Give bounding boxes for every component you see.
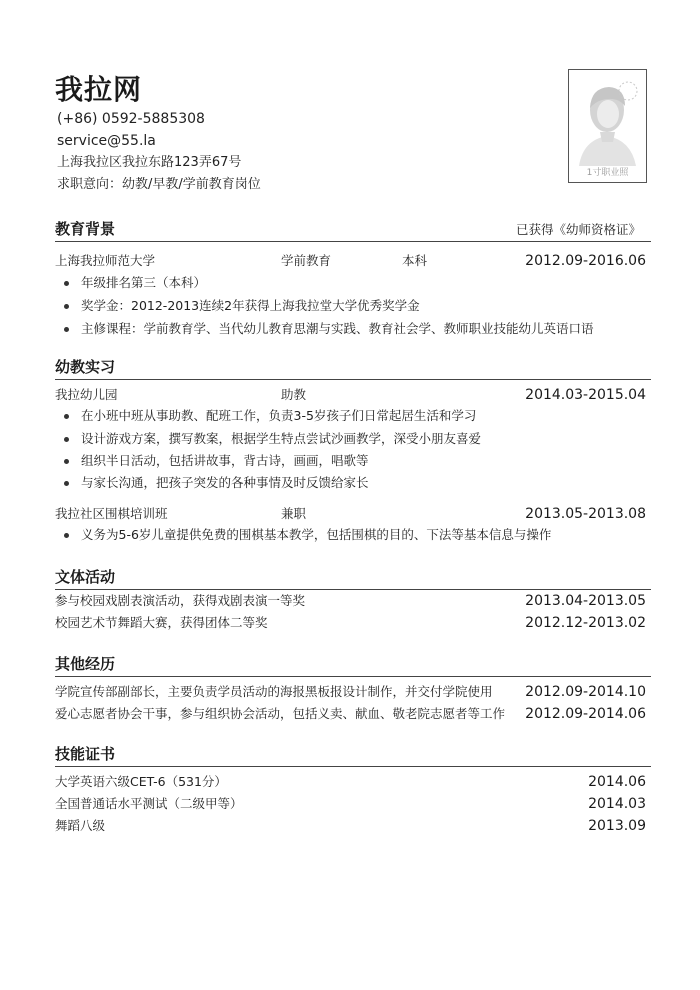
date-range: 2012.09-2016.06 bbox=[525, 253, 646, 269]
section-title: 其他经历 bbox=[55, 655, 116, 673]
skill-text: 全国普通话水平测试（二级甲等） bbox=[55, 796, 243, 811]
skill-entry bbox=[55, 816, 646, 836]
major: 学前教育 bbox=[281, 253, 332, 268]
bullet-dot bbox=[64, 459, 69, 464]
home-address: 上海我拉区我拉东路123弄67号 bbox=[57, 155, 242, 170]
date-range: 2013.04-2013.05 bbox=[525, 593, 646, 609]
activity-text: 校园艺术节舞蹈大赛，获得团体二等奖 bbox=[55, 615, 268, 630]
section-title: 文体活动 bbox=[55, 568, 116, 586]
email-address: service@55.la bbox=[57, 133, 156, 149]
date-range: 2012.09-2014.10 bbox=[525, 684, 646, 700]
date-range: 2012.09-2014.06 bbox=[525, 706, 646, 722]
skill-text: 舞蹈八级 bbox=[55, 818, 106, 833]
bullet-dot bbox=[64, 437, 69, 442]
bullet-dot bbox=[64, 414, 69, 419]
experience-text: 爱心志愿者协会干事，参与组织协会活动，包括义卖、献血、敬老院志愿者等工作 bbox=[55, 706, 506, 721]
skill-entry bbox=[55, 772, 646, 792]
bullet-dot bbox=[64, 327, 69, 332]
activity-entry bbox=[55, 613, 646, 633]
role: 助教 bbox=[281, 387, 307, 402]
experience-text: 学院宣传部副部长，主要负责学员活动的海报黑板报设计制作，并交付学院使用 bbox=[55, 684, 493, 699]
bullet-dot bbox=[64, 481, 69, 486]
certificate-note: 已获得《幼师资格证》 bbox=[515, 222, 641, 237]
date-range: 2013.05-2013.08 bbox=[525, 506, 646, 522]
job-entry bbox=[55, 504, 646, 524]
contact-block bbox=[57, 108, 261, 196]
other-experience-section-header bbox=[55, 653, 651, 677]
photo-size-label: 1寸职业照 bbox=[586, 168, 629, 178]
organization: 我拉社区围棋培训班 bbox=[55, 506, 168, 521]
job-entry bbox=[55, 385, 646, 405]
skill-entry bbox=[55, 794, 646, 814]
education-entry bbox=[55, 251, 646, 271]
bullet-dot bbox=[64, 304, 69, 309]
resume-name: 我拉网 bbox=[55, 73, 143, 106]
section-title: 技能证书 bbox=[55, 745, 116, 763]
education-section-header bbox=[55, 218, 651, 242]
date-range: 2012.12-2013.02 bbox=[525, 615, 646, 631]
school-name: 上海我拉师范大学 bbox=[55, 253, 156, 268]
activity-entry bbox=[55, 591, 646, 611]
experience-entry bbox=[55, 704, 646, 724]
experience-entry bbox=[55, 682, 646, 702]
profile-photo-placeholder bbox=[568, 69, 647, 183]
section-title: 教育背景 bbox=[55, 220, 116, 238]
date: 2014.03 bbox=[588, 796, 646, 812]
phone-number: (+86) 0592-5885308 bbox=[57, 111, 205, 127]
activities-section-header bbox=[55, 566, 651, 590]
role: 兼职 bbox=[281, 506, 307, 521]
bullet-dot bbox=[64, 281, 69, 286]
degree: 本科 bbox=[402, 253, 428, 268]
skills-section-header bbox=[55, 743, 651, 767]
job-objective: 求职意向：幼教/早教/学前教育岗位 bbox=[57, 177, 261, 192]
bullet-dot bbox=[64, 533, 69, 538]
date: 2014.06 bbox=[588, 774, 646, 790]
date: 2013.09 bbox=[588, 818, 646, 834]
section-title: 幼教实习 bbox=[55, 358, 116, 376]
organization: 我拉幼儿园 bbox=[55, 387, 118, 402]
activity-text: 参与校园戏剧表演活动，获得戏剧表演一等奖 bbox=[55, 593, 306, 608]
internship-section-header bbox=[55, 356, 651, 380]
skill-text: 大学英语六级CET-6（531分） bbox=[55, 774, 227, 789]
date-range: 2014.03-2015.04 bbox=[525, 387, 646, 403]
